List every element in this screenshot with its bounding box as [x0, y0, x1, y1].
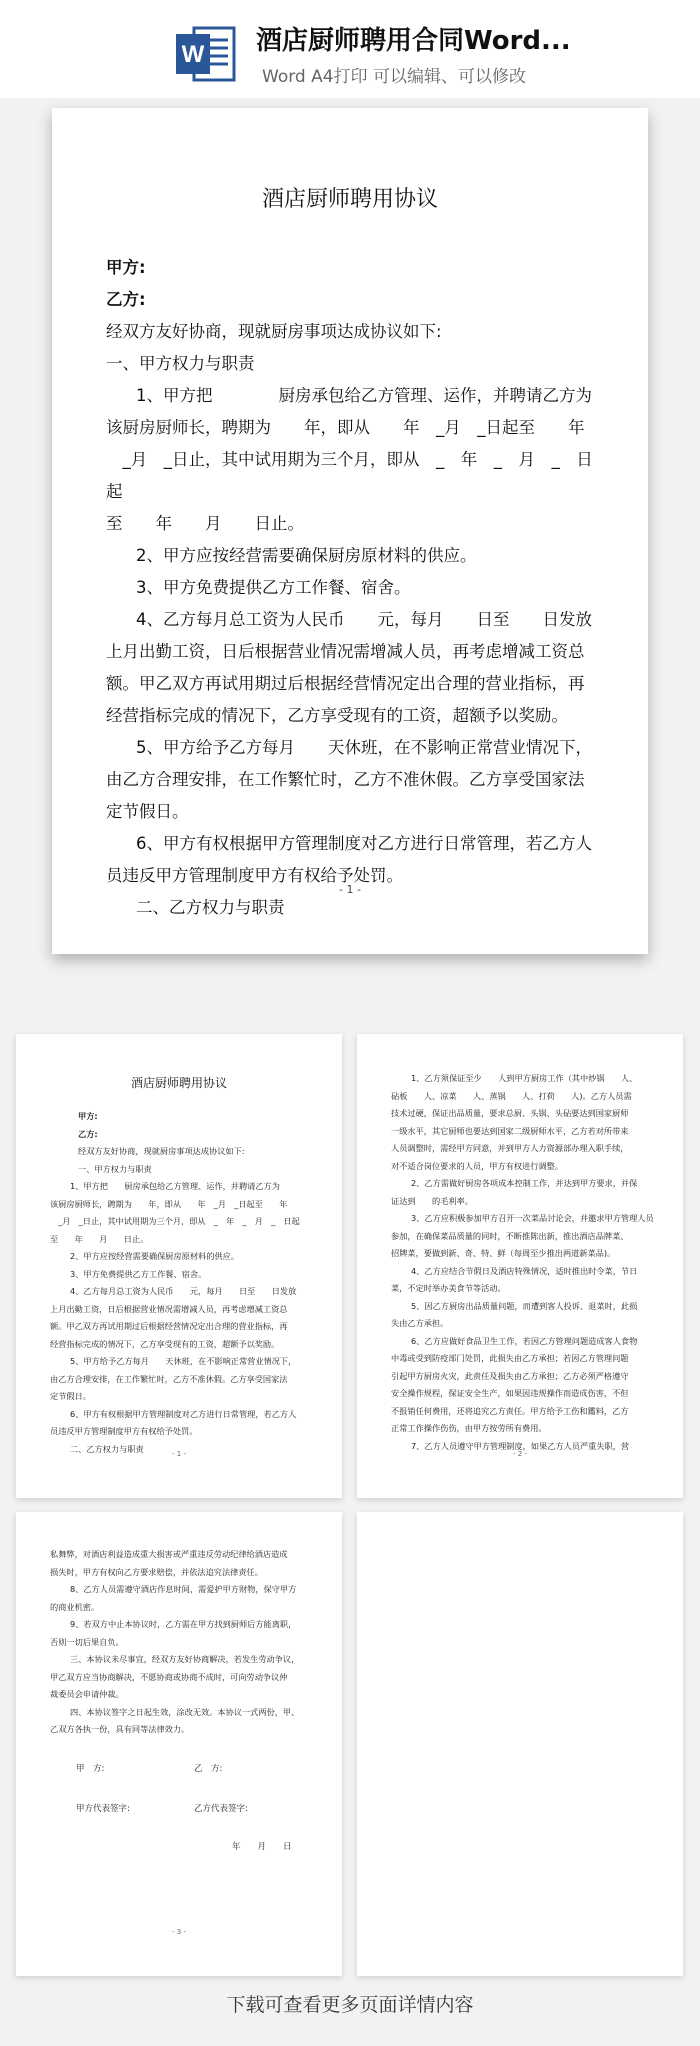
section-heading: 一、甲方权力与职责: [106, 354, 255, 373]
paragraph: 经双方友好协商，现就厨房事项达成协议如下:: [106, 322, 442, 341]
signature-party-b: 乙 方:: [194, 1764, 223, 1774]
paragraph: 技术过硬，保证出品质量，要求总厨、头锅、头砧要达到国家厨师: [391, 1108, 629, 1118]
paragraph: 额。甲乙双方再试用期过后根据经营情况定出合理的营业指标，再: [50, 1321, 288, 1331]
page-number: - 1 -: [339, 883, 361, 896]
party-b-label: 乙方:: [78, 1128, 98, 1139]
section-heading: 一、甲方权力与职责: [78, 1163, 152, 1174]
paragraph: 7、乙方人员遵守甲方管理制度，如果乙方人员严重失职，营: [411, 1440, 630, 1451]
paragraph: 1、甲方把 厨房承包给乙方管理、运作，并聘请乙方为: [136, 386, 592, 405]
paragraph: 砧板 人、凉菜 人、蒸锅 人、打荷 人)。乙方人员需: [391, 1090, 632, 1101]
paragraph: 正常工作操作伤伤，由甲方按劳所有费用。: [391, 1423, 547, 1433]
party-b-label: 乙方:: [106, 290, 146, 309]
party-a-label: 甲方:: [78, 1111, 98, 1121]
paragraph: _月 _日止，其中试用期为三个月，即从 _ 年 _ 月 _ 日起: [50, 1216, 300, 1226]
page-thumbnail-blank: [357, 1512, 683, 1976]
paragraph: 5、因乙方厨房出品质量问题，而遭到客人投诉、退菜时，此损: [411, 1300, 638, 1311]
paragraph: 额。甲乙双方再试用期过后根据经营情况定出合理的营业指标，再: [106, 674, 585, 693]
paragraph: 该厨房厨师长，聘期为 年，即从 年 _月 _日起至 年: [106, 418, 585, 437]
paragraph: 定节假日。: [50, 1391, 91, 1401]
paragraph: 6、乙方应做好食品卫生工作，若因乙方管理问题造成客人食物: [411, 1335, 638, 1346]
page-body: [106, 244, 604, 924]
thumb-body: [50, 1546, 318, 1739]
paragraph: 5、甲方给予乙方每月 天休班，在不影响正常营业情况下，: [70, 1356, 297, 1366]
page-thumbnail-2[interactable]: [357, 1034, 683, 1498]
paragraph: 对不适合岗位要求的人员，甲方有权进行调整。: [391, 1160, 563, 1171]
paragraph: 菜，不定时举办美食节等活动。: [391, 1283, 506, 1293]
paragraph: 4、乙方每月总工资为人民币 元，每月 日至 日发放: [70, 1286, 297, 1296]
paragraph: _月 _日止，其中试用期为三个月，即从 _ 年 _ 月 _ 日起: [106, 450, 593, 501]
thumb-body: [391, 1070, 659, 1455]
page-title: 酒店厨师聘用协议: [261, 187, 438, 212]
paragraph: 安全操作规程，保证安全生产，如果因违规操作而造成伤害，不但: [391, 1388, 629, 1398]
paragraph: 至 年 月 日止。: [50, 1233, 149, 1244]
representative-a: 甲方代表签字:: [76, 1804, 130, 1814]
section-heading: 二、乙方权力与职责: [70, 1443, 144, 1454]
paragraph: 至 年 月 日止。: [106, 514, 304, 533]
download-more-text[interactable]: 下载可查看更多页面详情内容: [226, 1994, 474, 2016]
paragraph: 上月出勤工资，日后根据营业情况需增减人员，再考虑增减工资总: [106, 642, 585, 661]
paragraph: 三、本协议未尽事宜，经双方友好协商解决，若发生劳动争议，: [70, 1654, 300, 1664]
paragraph: 1、乙方须保证至少 人到甲方厨房工作（其中炒锅 人、: [411, 1073, 638, 1083]
paragraph: 参加，在确保菜品质量的同时，不断推陈出新，推出酒店品牌菜、: [391, 1230, 629, 1241]
signature-party-a: 甲 方:: [76, 1764, 105, 1774]
paragraph: 招牌菜，要做到新、奇、特、鲜（每周至少推出两道新菜品)。: [391, 1248, 616, 1258]
page-number: - 2 -: [513, 1450, 527, 1458]
paragraph: 四、本协议签字之日起生效，涂改无效。本协议一式两份，甲、: [70, 1706, 300, 1717]
paragraph: 6、甲方有权根据甲方管理制度对乙方进行日常管理，若乙方人: [136, 834, 592, 853]
paragraph: 定节假日。: [106, 802, 189, 821]
paragraph: 引起甲方厨房火灾，此责任及损失由乙方承担；乙方必须严格遵守: [391, 1370, 629, 1381]
document-title: 酒店厨师聘用合同Word...: [256, 26, 571, 56]
header-bar: [0, 0, 700, 98]
paragraph: 6、甲方有权根据甲方管理制度对乙方进行日常管理，若乙方人: [70, 1408, 297, 1419]
paragraph: 4、乙方每月总工资为人民币 元，每月 日至 日发放: [136, 610, 592, 629]
paragraph: 否则一切后果自负。: [50, 1636, 124, 1647]
party-a-label: 甲方:: [106, 258, 146, 277]
paragraph: 员违反甲方管理制度甲方有权给予处罚。: [50, 1426, 198, 1436]
paragraph: 3、甲方免费提供乙方工作餐、宿舍。: [70, 1268, 207, 1279]
document-subtitle: Word A4打印 可以编辑、可以修改: [262, 67, 526, 87]
representative-b: 乙方代表签字:: [194, 1804, 248, 1814]
paragraph: 人员调整时，需经甲方同意，并到甲方人力资源部办理入职手续，: [391, 1143, 629, 1153]
paragraph: 该厨房厨师长，聘期为 年，即从 年 _月 _日起至 年: [50, 1198, 288, 1209]
signature-date: 年 月 日: [232, 1842, 292, 1852]
paragraph: 一级水平，其它厨师也要达到国家二级厨师水平，乙方若对所带来: [391, 1125, 629, 1136]
paragraph: 不报销任何费用，还将追究乙方责任。甲方给予工伤和鑑料，乙方: [391, 1405, 629, 1416]
paragraph: 中毒或受到防疫部门处罚，此损失由乙方承担；若因乙方管理问题: [391, 1353, 629, 1363]
paragraph: 甲乙双方应当协商解决，不愿协商或协商不成时，可向劳动争议仲: [50, 1671, 288, 1682]
paragraph: 上月出勤工资，日后根据营业情况需增减人员，再考虑增减工资总: [50, 1303, 288, 1314]
paragraph: 失由乙方承担。: [391, 1318, 449, 1328]
paragraph: 乙双方各执一份，具有同等法律效力。: [50, 1724, 190, 1734]
word-document-icon: [174, 22, 238, 86]
page-number: - 3 -: [172, 1928, 186, 1936]
thumb-title: 酒店厨师聘用协议: [130, 1076, 227, 1090]
paragraph: 9、若双方中止本协议时，乙方需在甲方找到厨师后方能离职，: [70, 1619, 297, 1629]
paragraph: 的商业机密。: [50, 1601, 100, 1612]
word-icon-letter: W: [181, 41, 205, 68]
paragraph: 私舞弊，对酒店利益造成重大损害或严重违反劳动纪律给酒店造成: [50, 1549, 288, 1559]
paragraph: 8、乙方人员需遵守酒店作息时间，需爱护甲方财物，保守甲方: [70, 1584, 297, 1594]
paragraph: 经双方友好协商，现就厨房事项达成协议如下:: [78, 1146, 245, 1156]
page-preview-large: [52, 108, 648, 954]
paragraph: 2、乙方需做好厨房各项成本控制工作，并达到甲方要求，并保: [411, 1178, 638, 1188]
paragraph: 由乙方合理安排，在工作繁忙时，乙方不准休假。乙方享受国家法: [50, 1373, 288, 1384]
paragraph: 损失时，甲方有权向乙方要求赔偿，并依法追究法律责任。: [50, 1566, 263, 1577]
paragraph: 1、甲方把 厨房承包给乙方管理、运作，并聘请乙方为: [70, 1181, 280, 1191]
section-heading: 二、乙方权力与职责: [136, 898, 285, 917]
paragraph: 证达到 的毛利率。: [391, 1195, 473, 1206]
paragraph: 经营指标完成的情况下，乙方享受现有的工资，超额予以奖励。: [106, 706, 568, 725]
paragraph: 4、乙方应结合节假日及酒店特殊情况，适时推出时令菜，节日: [411, 1265, 638, 1276]
paragraph: 3、甲方免费提供乙方工作餐、宿舍。: [136, 578, 411, 597]
paragraph: 2、甲方应按经营需要确保厨房原材料的供应。: [136, 546, 477, 565]
page-number: - 1 -: [172, 1450, 186, 1458]
paragraph: 裁委员会申请仲裁。: [50, 1689, 124, 1699]
paragraph: 2、甲方应按经营需要确保厨房原材料的供应。: [70, 1251, 239, 1261]
paragraph: 经营指标完成的情况下，乙方享受现有的工资，超额予以奖励。: [50, 1338, 280, 1349]
page-thumbnail-1[interactable]: [16, 1034, 342, 1498]
paragraph: 3、乙方应积极参加甲方召开一次菜品讨论会，并邀求甲方管理人员: [411, 1213, 654, 1223]
paragraph: 5、甲方给予乙方每月 天休班，在不影响正常营业情况下，: [136, 738, 592, 757]
thumb-body: [50, 1108, 318, 1458]
paragraph: 由乙方合理安排，在工作繁忙时，乙方不准休假。乙方享受国家法: [106, 770, 585, 789]
page-thumbnail-3[interactable]: [16, 1512, 342, 1976]
paragraph: 员违反甲方管理制度甲方有权给予处罚。: [106, 866, 403, 885]
